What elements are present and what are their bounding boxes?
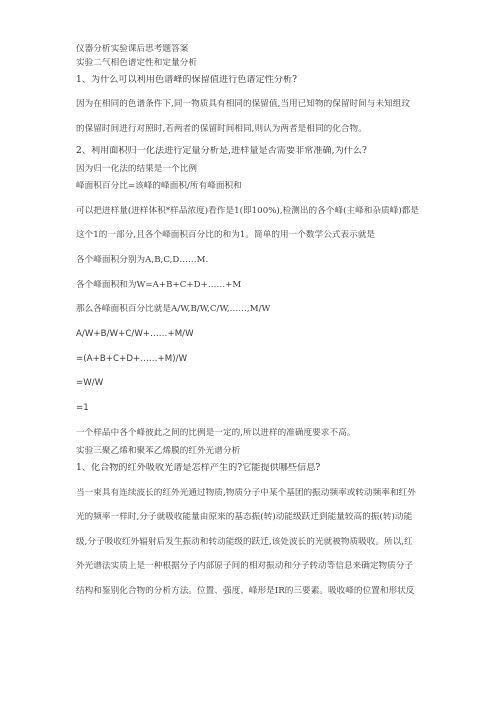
question-line: 2、利用面积归一化法进行定量分析是,进样量是否需要非常准确,为什么? <box>76 146 367 156</box>
paragraph-line: 当一束具有连续波长的红外光通过物质,物质分子中某个基团的振动频率或转动频率和红外 <box>76 488 416 498</box>
paragraph-line: 因为归一化法的结果是一个比例 <box>76 164 198 174</box>
paragraph-line: 峰面积百分比=该峰的峰面积/所有峰面积和 <box>76 181 242 191</box>
paragraph-line: 级,分子吸收红外辐射后发生振动和转动能级的跃迁,该处波长的光就被物质吸收。所以,红 <box>76 537 413 547</box>
section-heading: 实验二气相色谱定性和定量分析 <box>76 58 198 68</box>
question-line: 1、为什么可以利用色谱峰的保留值进行色谱定性分析? <box>76 75 298 85</box>
question-line: 1、化合物的红外吸收光谱是怎样产生的?它能提供哪些信息? <box>76 463 321 473</box>
formula-line: A/W+B/W+C/W+……+M/W <box>76 329 194 339</box>
paragraph-line: 这个1的一部分,且各个峰面积百分比的和为1。简单的用一个数学公式表示就是 <box>76 230 376 240</box>
paragraph-line: 的保留时间进行对照时,若两者的保留时间相同,则认为两者是相同的化合物。 <box>76 124 367 134</box>
paragraph-line: 一个样品中各个峰彼此之间的比例是一定的,所以进样的准确度要求不高。 <box>76 428 356 438</box>
paragraph-line: 光的频率一样时,分子就吸收能量由原来的基态振(转)动能级跃迁到能量较高的振(转)动能 <box>76 512 413 522</box>
section-heading: 实验三聚乙烯和聚苯乙烯膜的红外光谱分析 <box>76 446 241 456</box>
formula-line: =1 <box>76 403 89 413</box>
paragraph-line: 各个峰面积分别为A,B,C,D……M. <box>76 255 209 265</box>
paragraph-line: 那么各峰面积百分比就是A/W,B/W,C/W,……,M/W <box>76 304 271 314</box>
paragraph-line: 因为在相同的色谱条件下,同一物质具有相同的保留值,当用已知物的保留时间与未知组玟 <box>76 99 411 109</box>
formula-line: =W/W <box>76 378 104 388</box>
doc-title: 仪器分析实验课后思考题答案 <box>76 44 189 54</box>
paragraph-line: 可以把进样量(进样体积*样品浓度)看作是1(即100%),检测出的各个峰(主峰和杂质峰)都是 <box>76 206 420 216</box>
formula-line: =(A+B+C+D+……+M)/W <box>76 354 188 364</box>
paragraph-line: 外光谱法实质上是一种根据分子内部原子间的相对振动和分子转动等信息来确定物质分子 <box>76 561 414 571</box>
formula-line: 各个峰面积和为W=A+B+C+D+……+M <box>76 280 242 290</box>
paragraph-line: 结构和鉴别化合物的分析方法。位置、强度、峰形是IR的三要素。吸收峰的位置和形状反 <box>76 586 415 596</box>
